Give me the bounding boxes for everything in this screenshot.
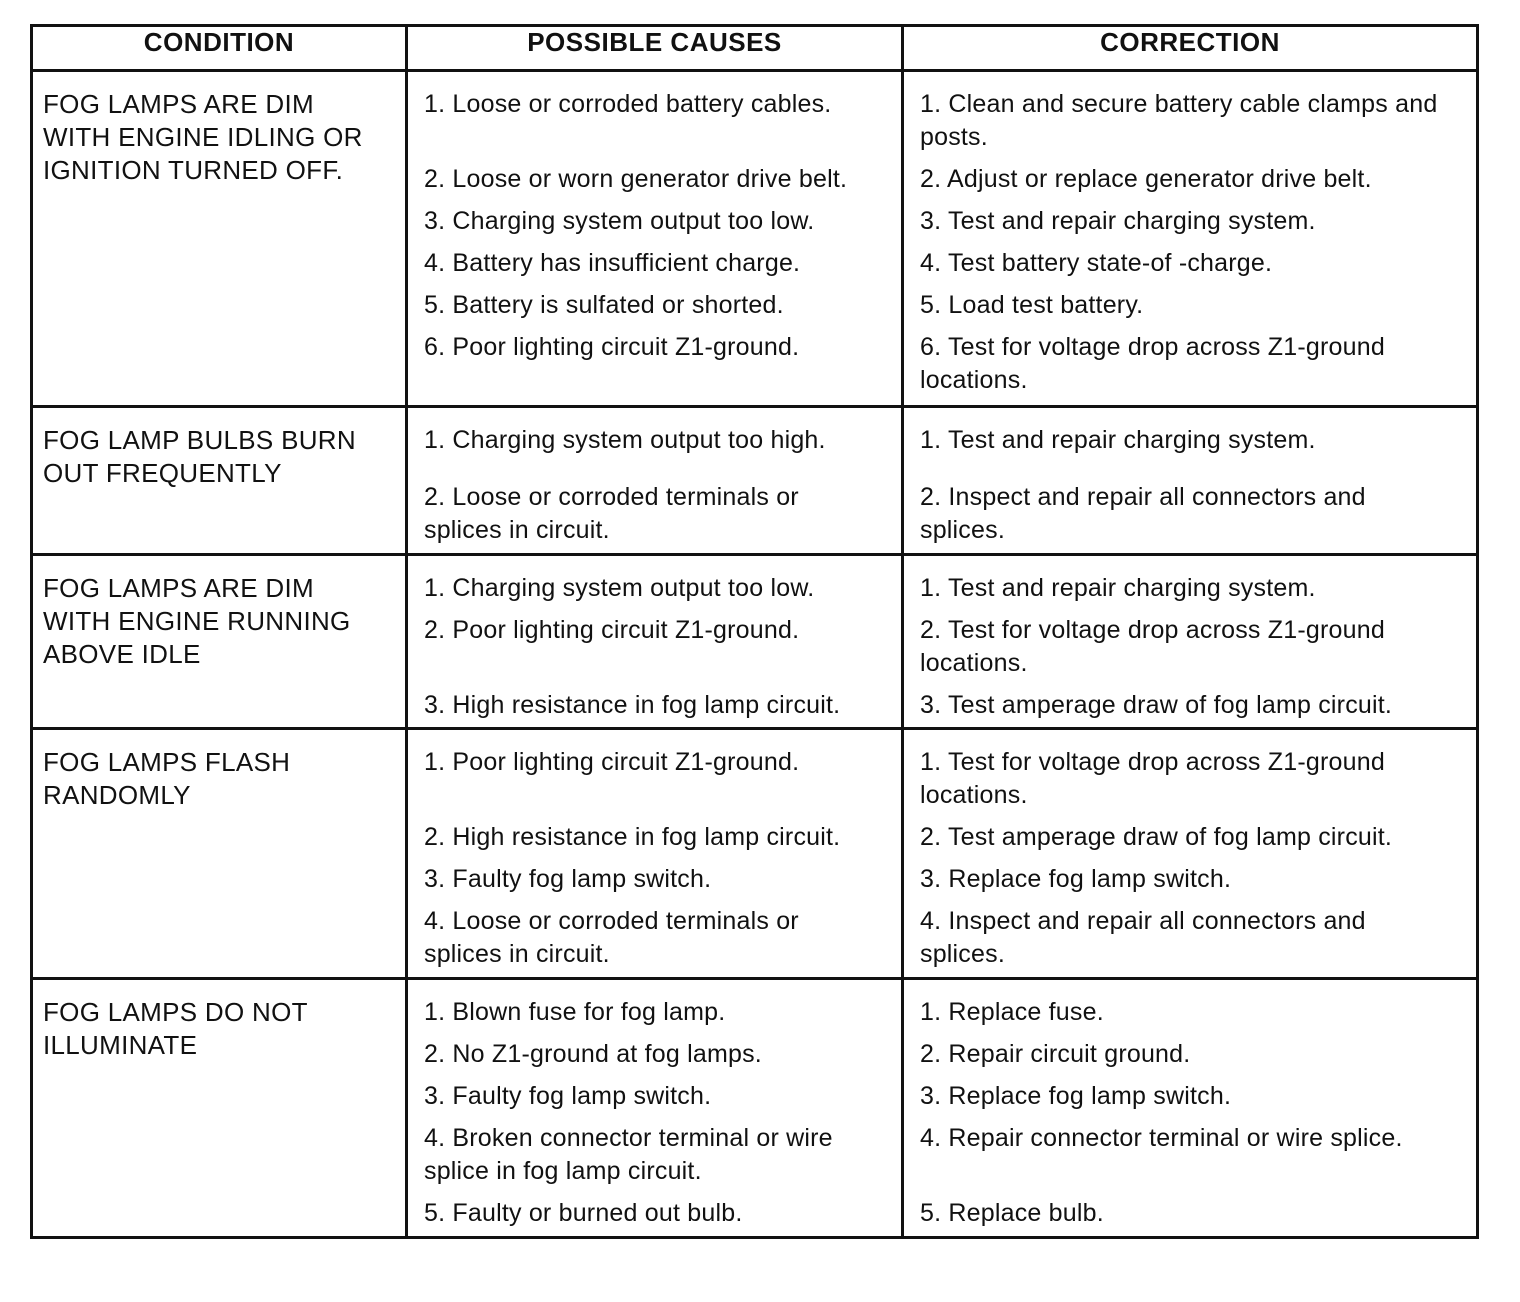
cause-item: 3. Faulty fog lamp switch. bbox=[424, 865, 712, 893]
condition-cell bbox=[32, 979, 407, 1238]
header-possible-causes: POSSIBLE CAUSES bbox=[407, 26, 903, 71]
table-row bbox=[32, 729, 1478, 979]
cause-item: 1. Charging system output too low. bbox=[424, 574, 815, 602]
table-row bbox=[32, 979, 1478, 1238]
cause-item: 3. Faulty fog lamp switch. bbox=[424, 1082, 712, 1110]
correction-item: 5. Replace bulb. bbox=[920, 1199, 1104, 1227]
condition-cell bbox=[32, 407, 407, 555]
correction-item: 3. Test amperage draw of fog lamp circuit. bbox=[920, 691, 1393, 719]
correction-item: 6. Test for voltage drop across Z1-ground locations. bbox=[920, 333, 1385, 394]
condition-cell bbox=[32, 555, 407, 729]
table-row bbox=[32, 555, 1478, 729]
correction-cell bbox=[903, 555, 1478, 729]
correction-item: 3. Test and repair charging system. bbox=[920, 207, 1316, 235]
table-row bbox=[32, 71, 1478, 407]
table-header-row bbox=[32, 26, 1478, 71]
condition-cell bbox=[32, 71, 407, 407]
correction-item: 3. Replace fog lamp switch. bbox=[920, 1082, 1232, 1110]
condition-text: FOG LAMPS ARE DIM WITH ENGINE IDLING OR IGNITION TURNED OFF. bbox=[43, 89, 363, 185]
cause-item: 2. Poor lighting circuit Z1-ground. bbox=[424, 616, 800, 644]
cause-item: 2. High resistance in fog lamp circuit. bbox=[424, 823, 841, 851]
cause-item: 4. Loose or corroded terminals or splices in circuit. bbox=[424, 907, 799, 968]
correction-item: 2. Test amperage draw of fog lamp circuit. bbox=[920, 823, 1393, 851]
correction-item: 1. Test and repair charging system. bbox=[920, 574, 1316, 602]
cause-item: 1. Blown fuse for fog lamp. bbox=[424, 998, 726, 1026]
correction-item: 4. Inspect and repair all connectors and splices. bbox=[920, 907, 1366, 968]
causes-cell bbox=[407, 555, 903, 729]
cause-item: 5. Faulty or burned out bulb. bbox=[424, 1199, 743, 1227]
correction-item: 2. Repair circuit ground. bbox=[920, 1040, 1191, 1068]
correction-item: 4. Repair connector terminal or wire splice. bbox=[920, 1124, 1403, 1152]
cause-item: 2. Loose or worn generator drive belt. bbox=[424, 165, 848, 193]
correction-item: 4. Test battery state-of -charge. bbox=[920, 249, 1273, 277]
correction-cell bbox=[903, 729, 1478, 979]
cause-item: 4. Broken connector terminal or wire splice in fog lamp circuit. bbox=[424, 1124, 833, 1185]
causes-cell bbox=[407, 71, 903, 407]
header-condition: CONDITION bbox=[32, 26, 407, 71]
cause-item: 3. High resistance in fog lamp circuit. bbox=[424, 691, 841, 719]
condition-cell bbox=[32, 729, 407, 979]
causes-cell bbox=[407, 407, 903, 555]
correction-item: 2. Inspect and repair all connectors and splices. bbox=[920, 483, 1366, 544]
correction-cell bbox=[903, 407, 1478, 555]
correction-item: 3. Replace fog lamp switch. bbox=[920, 865, 1232, 893]
cause-item: 6. Poor lighting circuit Z1-ground. bbox=[424, 333, 800, 361]
fog-lamp-diagnosis-table bbox=[30, 24, 1479, 1239]
causes-cell bbox=[407, 729, 903, 979]
header-correction: CORRECTION bbox=[903, 26, 1478, 71]
condition-text: FOG LAMPS ARE DIM WITH ENGINE RUNNING ABOVE IDLE bbox=[43, 573, 351, 669]
cause-item: 5. Battery is sulfated or shorted. bbox=[424, 291, 784, 319]
diagnosis-table-container bbox=[30, 24, 1476, 1236]
condition-text: FOG LAMPS FLASH RANDOMLY bbox=[43, 747, 291, 810]
correction-cell bbox=[903, 979, 1478, 1238]
cause-item: 1. Loose or corroded battery cables. bbox=[424, 90, 832, 118]
correction-cell bbox=[903, 71, 1478, 407]
condition-text: FOG LAMPS DO NOT ILLUMINATE bbox=[43, 997, 308, 1060]
condition-text: FOG LAMP BULBS BURN OUT FREQUENTLY bbox=[43, 425, 356, 488]
correction-item: 5. Load test battery. bbox=[920, 291, 1144, 319]
correction-item: 2. Adjust or replace generator drive belt. bbox=[920, 165, 1372, 193]
cause-item: 1. Charging system output too high. bbox=[424, 426, 826, 454]
causes-cell bbox=[407, 979, 903, 1238]
cause-item: 3. Charging system output too low. bbox=[424, 207, 815, 235]
table-row bbox=[32, 407, 1478, 555]
correction-item: 1. Test and repair charging system. bbox=[920, 426, 1316, 454]
cause-item: 4. Battery has insufficient charge. bbox=[424, 249, 801, 277]
cause-item: 2. Loose or corroded terminals or splices in circuit. bbox=[424, 483, 799, 544]
cause-item: 1. Poor lighting circuit Z1-ground. bbox=[424, 748, 800, 776]
correction-item: 2. Test for voltage drop across Z1-ground locations. bbox=[920, 616, 1385, 677]
correction-item: 1. Test for voltage drop across Z1-ground locations. bbox=[920, 748, 1385, 809]
correction-item: 1. Clean and secure battery cable clamps and posts. bbox=[920, 90, 1438, 151]
correction-item: 1. Replace fuse. bbox=[920, 998, 1104, 1026]
cause-item: 2. No Z1-ground at fog lamps. bbox=[424, 1040, 762, 1068]
